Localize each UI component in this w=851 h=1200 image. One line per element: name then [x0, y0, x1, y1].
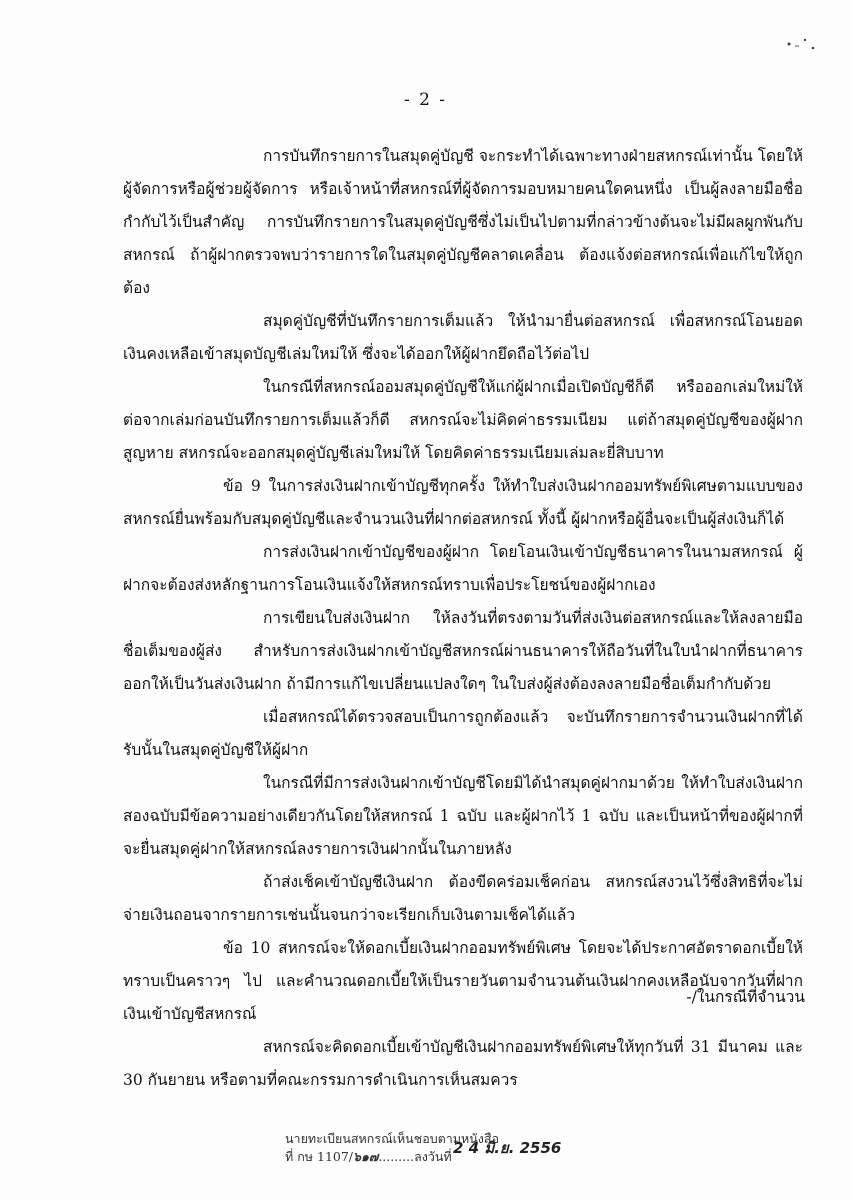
- paragraph-cheque: ถ้าส่งเช็คเข้าบัญชีเงินฝาก ต้องขีดคร่อมเช็คก่อน สหกรณ์สงวนไว้ซึ่งสิทธิที่จะไม่จ่ายเงินถอนจากรายการเช่นนั้นจนกว่าจะเรียกเก็บเงินตามเช็คได้แล้ว: [123, 873, 803, 924]
- page-number: - 2 -: [403, 90, 448, 110]
- paragraph-verification: เมื่อสหกรณ์ได้ตรวจสอบเป็นการถูกต้องแล้ว จะบันทึกรายการจำนวนเงินฝากที่ได้รับนั้นในสมุดคู่บัญชีให้ผู้ฝาก: [123, 708, 803, 759]
- paragraph-no-passbook: ในกรณีที่มีการส่งเงินฝากเข้าบัญชีโดยมิได้นำสมุดคู่ฝากมาด้วย ให้ทำใบส่งเงินฝากสองฉบับมีข้อความอย่างเดียวกันโดยให้สหกรณ์ 1 ฉบับ และผู้ฝากไว้ 1 ฉบับ และเป็นหน้าที่ของผู้ฝากที่จะยื่นสมุดคู่ฝากให้สหกรณ์ลงรายการเงินฝากนั้นในภายหลัง: [123, 774, 803, 858]
- paragraph-passbook-recording: การบันทึกรายการในสมุดคู่บัญชี จะกระทำได้เฉพาะทางฝ่ายสหกรณ์เท่านั้น โดยให้ผู้จัดการหรือผู้ช่วยผู้จัดการ หรือเจ้าหน้าที่สหกรณ์ที่ผู้จัดการมอบหมายคนใดคนหนึ่ง เป็นผู้ลงลายมือชื่อกำกับไว้เป็นสำคัญ การบันทึกรายการในสมุดคู่บัญชีซึ่งไม่เป็นไปตามที่กล่าวข้างต้นจะไม่มีผลผูกพันกับสหกรณ์ ถ้าผู้ฝากตรวจพบว่ารายการใดในสมุดคู่บัญชีคลาดเคลื่อน ต้องแจ้งต่อสหกรณ์เพื่อแก้ไขให้ถูกต้อง: [123, 147, 803, 297]
- document-body: [123, 140, 803, 1097]
- paragraph-clause-9: ข้อ 9 ในการส่งเงินฝากเข้าบัญชีทุกครั้ง ให้ทำใบส่งเงินฝากออมทรัพย์พิเศษตามแบบของสหกรณ์ยื่นพร้อมกับสมุดคู่บัญชีและจำนวนเงินที่ฝากต่อสหกรณ์ ทั้งนี้ ผู้ฝากหรือผู้อื่นจะเป็นผู้ส่งเงินก็ได้: [123, 477, 803, 528]
- stamp-date-label: ลงวันที่: [414, 1149, 452, 1164]
- stamp-ref-prefix: ที่ กษ 1107/: [285, 1149, 354, 1164]
- paragraph-deposit-slip: การเขียนใบส่งเงินฝาก ให้ลงวันที่ตรงตามวันที่ส่งเงินต่อสหกรณ์และให้ลงลายมือชื่อเต็มของผู้ส่ง สำหรับการส่งเงินฝากเข้าบัญชีสหกรณ์ผ่านธนาคารให้ถือวันที่ในใบนำฝากที่ธนาคารออกให้เป็นวันส่งเงินฝาก ถ้ามีการแก้ไขเปลี่ยนแปลงใดๆ ในใบส่งผู้ส่งต้องลงลายมือชื่อเต็มกำกับด้วย: [123, 609, 803, 693]
- paragraph-interest-dates: สหกรณ์จะคิดดอกเบี้ยเข้าบัญชีเงินฝากออมทรัพย์พิเศษให้ทุกวันที่ 31 มีนาคม และ 30 กันยายน หรือตามที่คณะกรรมการดำเนินการเห็นสมควร: [123, 1038, 803, 1089]
- paragraph-bank-transfer: การส่งเงินฝากเข้าบัญชีของผู้ฝาก โดยโอนเงินเข้าบัญชีธนาคารในนามสหกรณ์ ผู้ฝากจะต้องส่งหลักฐานการโอนเงินแจ้งให้สหกรณ์ทราบเพื่อประโยชน์ของผู้ฝากเอง: [123, 543, 803, 594]
- stamp-ref-number: ๖๑๗: [353, 1149, 379, 1164]
- paragraph-clause-10: ข้อ 10 สหกรณ์จะให้ดอกเบี้ยเงินฝากออมทรัพย์พิเศษ โดยจะได้ประกาศอัตราดอกเบี้ยให้ทราบเป็นคราวๆ ไป และคำนวณดอกเบี้ยให้เป็นรายวันตามจำนวนต้นเงินฝากคงเหลือนับจากวันที่ฝากเงินเข้าบัญชีสหกรณ์: [123, 939, 803, 1023]
- paragraph-full-passbook: สมุดคู่บัญชีที่บันทึกรายการเต็มแล้ว ให้นำมายื่นต่อสหกรณ์ เพื่อสหกรณ์โอนยอดเงินคงเหลือเข้าสมุดบัญชีเล่มใหม่ให้ ซึ่งจะได้ออกให้ผู้ฝากยึดถือไว้ต่อไป: [123, 312, 803, 363]
- stamp-reference-line: ที่ กษ 1107/๖๑๗.........ลงวันที่ 2 4 มิ.ย. 2556: [285, 1139, 562, 1164]
- paragraph-passbook-fee: ในกรณีที่สหกรณ์ออมสมุดคู่บัญชีให้แก่ผู้ฝากเมื่อเปิดบัญชีก็ดี หรือออกเล่มใหม่ให้ต่อจากเล่มก่อนบันทึกรายการเต็มแล้วก็ดี สหกรณ์จะไม่คิดค่าธรรมเนียม แต่ถ้าสมุดคู่บัญชีของผู้ฝากสูญหาย สหกรณ์จะออกสมุดคู่บัญชีเล่มใหม่ให้ โดยคิดค่าธรรมเนียมเล่มละยี่สิบบาท: [123, 378, 803, 462]
- registrar-approval-stamp: [285, 1130, 585, 1166]
- stamp-approval-text: นายทะเบียนสหกรณ์เห็นชอบตามหนังสือ: [285, 1131, 500, 1146]
- scan-speck-mark: [769, 26, 829, 66]
- stamp-handwritten-date: 2 4 มิ.ย. 2556: [453, 1139, 562, 1157]
- continued-marker: -/ในกรณีที่จำนวน: [686, 988, 805, 1006]
